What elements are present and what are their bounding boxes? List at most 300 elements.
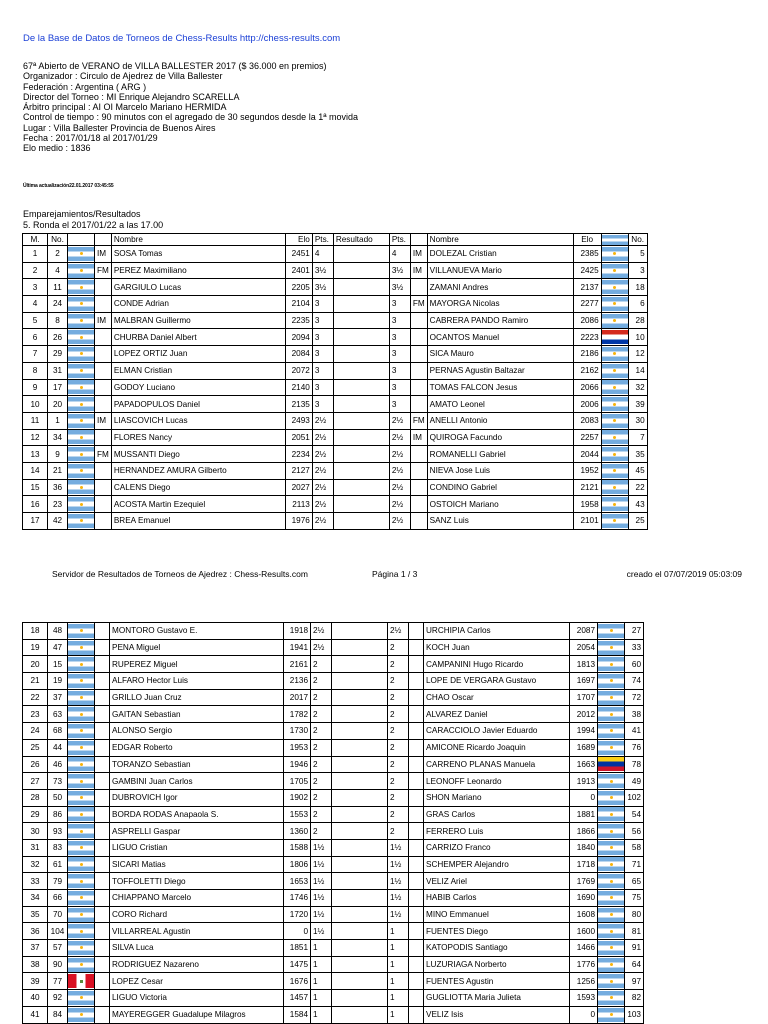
white-elo: 1475 — [284, 956, 311, 973]
white-points: 2½ — [312, 429, 333, 446]
white-title — [95, 496, 112, 513]
white-name: CONDE Adrian — [111, 296, 285, 313]
white-elo: 1851 — [284, 940, 311, 957]
black-points: 2½ — [389, 429, 410, 446]
black-start-number: 60 — [625, 656, 644, 673]
arg-flag-icon — [68, 824, 94, 838]
white-title — [95, 706, 110, 723]
black-points: 2 — [388, 689, 409, 706]
black-flag-icon — [601, 262, 628, 279]
black-flag-icon — [598, 639, 625, 656]
white-elo: 2451 — [285, 246, 312, 263]
white-name: TORANZO Sebastian — [110, 756, 284, 773]
arg-flag-icon — [602, 280, 628, 294]
black-title — [410, 446, 427, 463]
white-points: 1 — [311, 940, 332, 957]
black-name: GRAS Carlos — [424, 806, 570, 823]
white-start-number: 9 — [48, 446, 68, 463]
white-name: ALFARO Hector Luis — [110, 673, 284, 690]
white-start-number: 104 — [48, 923, 68, 940]
arg-flag-icon — [68, 874, 94, 888]
white-title — [95, 839, 110, 856]
white-points: 2 — [311, 773, 332, 790]
white-name: ASPRELLI Gaspar — [110, 823, 284, 840]
black-flag-icon — [598, 723, 625, 740]
black-name: NIEVA Jose Luis — [427, 462, 573, 479]
white-title: IM — [95, 312, 112, 329]
result — [332, 873, 388, 890]
pairings-table-page-1 — [22, 233, 648, 530]
board-number: 11 — [23, 412, 48, 429]
black-name: FERRERO Luis — [424, 823, 570, 840]
board-number: 18 — [23, 623, 48, 640]
black-title — [410, 496, 427, 513]
black-start-number: 14 — [628, 362, 647, 379]
black-elo: 2223 — [573, 329, 601, 346]
black-start-number: 49 — [625, 773, 644, 790]
black-name: AMATO Leonel — [427, 396, 573, 413]
black-elo: 2054 — [570, 639, 598, 656]
white-points: 2 — [311, 689, 332, 706]
result — [332, 956, 388, 973]
board-number: 26 — [23, 756, 48, 773]
table-row — [23, 873, 644, 890]
white-title — [95, 890, 110, 907]
black-name: DOLEZAL Cristian — [427, 246, 573, 263]
board-number: 24 — [23, 723, 48, 740]
black-flag-icon — [601, 296, 628, 313]
table-row — [23, 689, 644, 706]
per-flag-icon — [68, 974, 94, 988]
white-points: 2½ — [312, 496, 333, 513]
black-title — [410, 379, 427, 396]
white-flag-icon — [68, 639, 95, 656]
table-row — [23, 329, 648, 346]
white-points: 1½ — [311, 873, 332, 890]
arg-flag-icon — [68, 314, 94, 328]
black-title — [409, 739, 424, 756]
white-name: MALBRAN Guillermo — [111, 312, 285, 329]
white-elo: 1953 — [284, 739, 311, 756]
white-points: 1½ — [311, 906, 332, 923]
result — [332, 656, 388, 673]
board-number: 36 — [23, 923, 48, 940]
black-flag-icon — [601, 513, 628, 530]
white-elo: 2027 — [285, 479, 312, 496]
black-title — [409, 773, 424, 790]
table-row — [23, 823, 644, 840]
white-start-number: 34 — [48, 429, 68, 446]
white-name: GARGIULO Lucas — [111, 279, 285, 296]
footer-created: creado el 07/07/2019 05:03:09 — [626, 569, 742, 579]
black-name: GUGLIOTTA Maria Julieta — [424, 990, 570, 1007]
arg-flag-icon — [68, 657, 94, 671]
arg-flag-icon — [602, 297, 628, 311]
board-number: 23 — [23, 706, 48, 723]
black-start-number: 103 — [625, 1006, 644, 1023]
white-points: 3 — [312, 296, 333, 313]
white-title — [95, 906, 110, 923]
black-name: ANELLI Antonio — [427, 412, 573, 429]
board-number: 39 — [23, 973, 48, 990]
black-name: TOMAS FALCON Jesus — [427, 379, 573, 396]
table-row — [23, 673, 644, 690]
board-number: 14 — [23, 462, 48, 479]
black-name: KOCH Juan — [424, 639, 570, 656]
black-start-number: 91 — [625, 940, 644, 957]
black-start-number: 78 — [625, 756, 644, 773]
black-points: 1½ — [388, 906, 409, 923]
arg-flag-icon — [602, 514, 628, 528]
black-name: LUZURIAGA Norberto — [424, 956, 570, 973]
black-start-number: 82 — [625, 990, 644, 1007]
white-name: MONTORO Gustavo E. — [110, 623, 284, 640]
result — [332, 689, 388, 706]
result — [333, 396, 389, 413]
black-points: 2½ — [389, 479, 410, 496]
black-start-number: 12 — [628, 346, 647, 363]
white-points: 3 — [312, 362, 333, 379]
black-points: 3 — [389, 379, 410, 396]
arg-flag-icon — [602, 364, 628, 378]
white-points: 3 — [312, 379, 333, 396]
black-title — [410, 513, 427, 530]
black-points: 2 — [388, 723, 409, 740]
black-start-number: 102 — [625, 789, 644, 806]
black-flag-icon — [598, 789, 625, 806]
black-name: ZAMANI Andres — [427, 279, 573, 296]
arg-flag-icon — [68, 791, 94, 805]
black-flag-icon — [598, 990, 625, 1007]
white-title — [95, 873, 110, 890]
black-points: 2 — [388, 739, 409, 756]
table-row — [23, 296, 648, 313]
black-title — [409, 639, 424, 656]
black-points: 3½ — [389, 279, 410, 296]
table-row — [23, 923, 644, 940]
board-number: 35 — [23, 906, 48, 923]
white-start-number: 4 — [48, 262, 68, 279]
tournament-info — [23, 61, 358, 154]
black-title — [409, 956, 424, 973]
table-row — [23, 706, 644, 723]
white-name: GAMBINI Juan Carlos — [110, 773, 284, 790]
black-name: SHON Mariano — [424, 789, 570, 806]
table-row — [23, 773, 644, 790]
white-start-number: 37 — [48, 689, 68, 706]
board-number: 41 — [23, 1006, 48, 1023]
white-name: LIGUO Victoria — [110, 990, 284, 1007]
result — [333, 296, 389, 313]
white-title — [95, 379, 112, 396]
white-flag-icon — [68, 656, 95, 673]
board-number: 34 — [23, 890, 48, 907]
white-name: MUSSANTI Diego — [111, 446, 285, 463]
arg-flag-icon — [68, 941, 94, 955]
black-start-number: 58 — [625, 839, 644, 856]
director-line: Director del Torneo : MI Enrique Alejandro SCARELLA — [23, 91, 240, 102]
table-row — [23, 346, 648, 363]
black-title: FM — [410, 412, 427, 429]
black-points: 2 — [388, 706, 409, 723]
arg-flag-icon — [68, 891, 94, 905]
arg-flag-icon — [68, 807, 94, 821]
white-points: 2½ — [312, 513, 333, 530]
black-elo: 1813 — [570, 656, 598, 673]
white-start-number: 20 — [48, 396, 68, 413]
result — [333, 479, 389, 496]
black-points: 2 — [388, 806, 409, 823]
white-points: 2 — [311, 789, 332, 806]
black-name: ROMANELLI Gabriel — [427, 446, 573, 463]
white-start-number: 24 — [48, 296, 68, 313]
result — [332, 739, 388, 756]
board-number: 4 — [23, 296, 48, 313]
white-name: ACOSTA Martin Ezequiel — [111, 496, 285, 513]
arg-flag-icon — [598, 908, 624, 922]
black-name: MINO Emmanuel — [424, 906, 570, 923]
board-number: 28 — [23, 789, 48, 806]
white-flag-icon — [68, 956, 95, 973]
black-start-number: 81 — [625, 923, 644, 940]
table-row — [23, 279, 648, 296]
arg-flag-icon — [598, 774, 624, 788]
black-title — [410, 279, 427, 296]
arg-flag-icon — [68, 674, 94, 688]
white-elo: 1553 — [284, 806, 311, 823]
white-start-number: 8 — [48, 312, 68, 329]
white-points: 3 — [312, 312, 333, 329]
arg-flag-icon — [68, 464, 94, 478]
white-elo: 2084 — [285, 346, 312, 363]
header-no2: No. — [628, 234, 647, 246]
black-start-number: 45 — [628, 462, 647, 479]
white-points: 2 — [311, 739, 332, 756]
board-number: 10 — [23, 396, 48, 413]
black-elo: 2121 — [573, 479, 601, 496]
arg-flag-icon — [68, 414, 94, 428]
black-elo: 2186 — [573, 346, 601, 363]
result — [332, 706, 388, 723]
board-number: 19 — [23, 639, 48, 656]
black-title — [409, 923, 424, 940]
white-elo: 1782 — [284, 706, 311, 723]
black-name: CARRENO PLANAS Manuela — [424, 756, 570, 773]
black-start-number: 5 — [628, 246, 647, 263]
tournament-title: 67ª Abierto de VERANO de VILLA BALLESTER 2017 ($ 36.000 en premios) — [23, 61, 327, 71]
black-flag-icon — [601, 479, 628, 496]
black-elo: 1707 — [570, 689, 598, 706]
arg-flag-icon — [68, 908, 94, 922]
white-start-number: 46 — [48, 756, 68, 773]
black-name: AMICONE Ricardo Joaquin — [424, 739, 570, 756]
white-title — [95, 623, 110, 640]
black-points: 1½ — [388, 890, 409, 907]
black-elo: 1994 — [570, 723, 598, 740]
black-elo: 1608 — [570, 906, 598, 923]
black-flag-icon — [601, 312, 628, 329]
white-flag-icon — [68, 873, 95, 890]
white-name: RODRIGUEZ Nazareno — [110, 956, 284, 973]
black-title — [409, 806, 424, 823]
black-elo: 1466 — [570, 940, 598, 957]
header-name2: Nombre — [427, 234, 573, 246]
black-name: VELIZ Isis — [424, 1006, 570, 1023]
arg-flag-icon — [598, 991, 624, 1005]
white-flag-icon — [68, 329, 95, 346]
arg-flag-icon — [602, 497, 628, 511]
par-flag-icon — [602, 330, 628, 344]
table-row — [23, 839, 644, 856]
black-title — [410, 312, 427, 329]
white-elo: 2127 — [285, 462, 312, 479]
white-elo: 2401 — [285, 262, 312, 279]
arg-flag-icon — [68, 757, 94, 771]
black-start-number: 27 — [625, 623, 644, 640]
white-flag-icon — [68, 429, 95, 446]
board-number: 15 — [23, 479, 48, 496]
white-start-number: 68 — [48, 723, 68, 740]
black-flag-icon — [601, 412, 628, 429]
white-flag-icon — [68, 513, 95, 530]
white-start-number: 15 — [48, 656, 68, 673]
table-row — [23, 990, 644, 1007]
white-elo: 2205 — [285, 279, 312, 296]
white-points: 1 — [311, 990, 332, 1007]
black-name: OCANTOS Manuel — [427, 329, 573, 346]
black-elo: 1689 — [570, 739, 598, 756]
black-title — [409, 756, 424, 773]
black-title — [410, 329, 427, 346]
black-flag-icon — [601, 379, 628, 396]
black-flag-icon — [598, 973, 625, 990]
white-start-number: 19 — [48, 673, 68, 690]
board-number: 27 — [23, 773, 48, 790]
white-flag-icon — [68, 296, 95, 313]
black-start-number: 7 — [628, 429, 647, 446]
white-start-number: 92 — [48, 990, 68, 1007]
black-points: 2 — [388, 773, 409, 790]
black-points: 2½ — [389, 513, 410, 530]
arg-flag-icon — [602, 464, 628, 478]
board-number: 37 — [23, 940, 48, 957]
arg-flag-icon — [598, 824, 624, 838]
white-title — [95, 329, 112, 346]
black-start-number: 41 — [625, 723, 644, 740]
black-points: 3 — [389, 329, 410, 346]
white-flag-icon — [68, 379, 95, 396]
black-name: CAMPANINI Hugo Ricardo — [424, 656, 570, 673]
black-name: SICA Mauro — [427, 346, 573, 363]
black-flag-icon — [598, 756, 625, 773]
white-start-number: 17 — [48, 379, 68, 396]
black-elo: 2277 — [573, 296, 601, 313]
result — [333, 513, 389, 530]
white-points: 3 — [312, 396, 333, 413]
board-number: 17 — [23, 513, 48, 530]
white-flag-icon — [68, 723, 95, 740]
white-start-number: 84 — [48, 1006, 68, 1023]
table-row — [23, 723, 644, 740]
white-points: 1 — [311, 1006, 332, 1023]
white-elo: 1676 — [284, 973, 311, 990]
black-title — [409, 623, 424, 640]
time-control-line: Control de tiempo : 90 minutos con el agregado de 30 segundos desde la 1ª movida — [23, 112, 359, 123]
white-elo: 2493 — [285, 412, 312, 429]
table-row — [23, 623, 644, 640]
board-number: 31 — [23, 839, 48, 856]
table-row — [23, 446, 648, 463]
black-title — [409, 689, 424, 706]
board-number: 9 — [23, 379, 48, 396]
board-number: 22 — [23, 689, 48, 706]
white-start-number: 79 — [48, 873, 68, 890]
table-row — [23, 656, 644, 673]
arg-flag-icon — [602, 447, 628, 461]
source-link[interactable]: De la Base de Datos de Torneos de Chess-Results http://chess-results.com — [23, 33, 341, 44]
white-start-number: 57 — [48, 940, 68, 957]
black-name: PERNAS Agustin Baltazar — [427, 362, 573, 379]
white-elo: 1360 — [284, 823, 311, 840]
header-m: M. — [23, 234, 48, 246]
arbiter-line: Árbitro principal : AI OI Marcelo Mariano HERMIDA — [23, 102, 227, 113]
result — [332, 773, 388, 790]
black-title — [410, 346, 427, 363]
section-title: Emparejamientos/Resultados — [23, 209, 141, 219]
result — [332, 673, 388, 690]
result — [333, 346, 389, 363]
white-start-number: 11 — [48, 279, 68, 296]
board-number: 3 — [23, 279, 48, 296]
black-name: MAYORGA Nicolas — [427, 296, 573, 313]
black-flag-icon — [598, 773, 625, 790]
header-flag2 — [601, 234, 628, 246]
black-elo: 2385 — [573, 246, 601, 263]
board-number: 7 — [23, 346, 48, 363]
black-elo: 1913 — [570, 773, 598, 790]
black-points: 2½ — [389, 446, 410, 463]
result — [332, 906, 388, 923]
white-elo: 1902 — [284, 789, 311, 806]
black-title — [410, 362, 427, 379]
black-title: IM — [410, 246, 427, 263]
header-flag — [68, 234, 95, 246]
black-elo: 2012 — [570, 706, 598, 723]
black-title — [409, 673, 424, 690]
header-title — [95, 234, 112, 246]
black-start-number: 25 — [628, 513, 647, 530]
white-points: 1½ — [311, 890, 332, 907]
arg-flag-icon — [68, 330, 94, 344]
white-name: MAYEREGGER Guadalupe Milagros — [110, 1006, 284, 1023]
black-start-number: 43 — [628, 496, 647, 513]
black-points: 1 — [388, 1006, 409, 1023]
arg-flag-icon — [68, 514, 94, 528]
white-points: 1½ — [311, 839, 332, 856]
arg-flag-icon — [598, 841, 624, 855]
black-start-number: 32 — [628, 379, 647, 396]
white-title — [95, 940, 110, 957]
arg-flag-icon — [598, 691, 624, 705]
white-start-number: 21 — [48, 462, 68, 479]
black-points: 3½ — [389, 262, 410, 279]
white-start-number: 86 — [48, 806, 68, 823]
black-points: 1 — [388, 923, 409, 940]
black-name: CABRERA PANDO Ramiro — [427, 312, 573, 329]
white-name: SICARI Matias — [110, 856, 284, 873]
white-title: FM — [95, 446, 112, 463]
black-elo: 1256 — [570, 973, 598, 990]
